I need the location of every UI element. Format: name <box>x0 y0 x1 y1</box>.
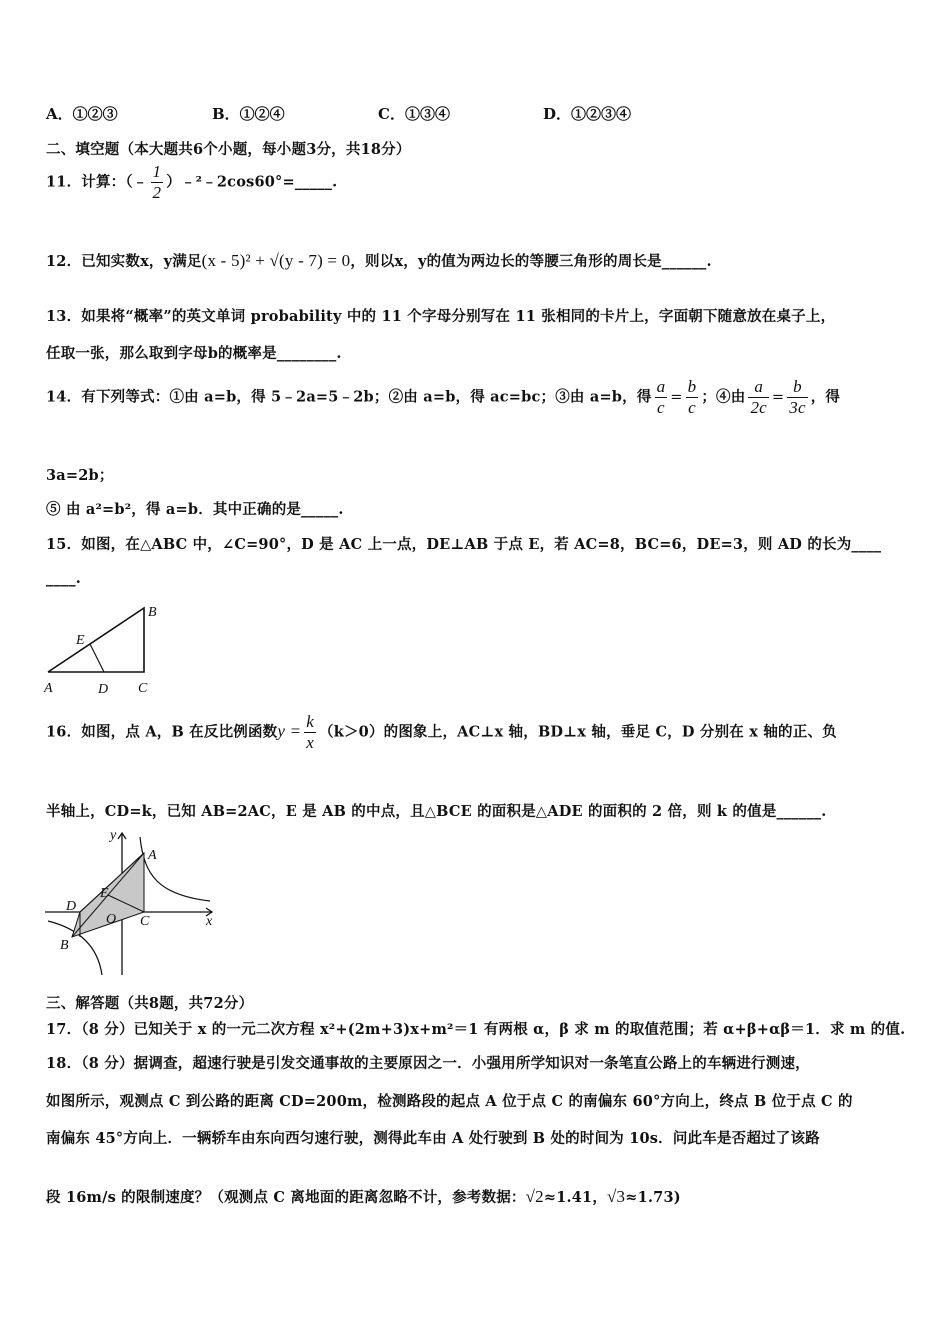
question-15-line2: ____. <box>46 570 82 587</box>
q11-frac-den: 2 <box>152 183 162 202</box>
q11-fraction <box>151 162 164 203</box>
q14-frac-1 <box>655 377 668 418</box>
question-16 <box>46 712 837 753</box>
question-18-line3: 南偏东 45°方向上．一辆轿车由东向西匀速行驶，测得此车由 A 处行驶到 B 处的时间为 10s．问此车是否超过了该路 <box>46 1130 820 1147</box>
question-12 <box>46 250 712 271</box>
q14-frac-2 <box>686 377 699 418</box>
q14-frac-2-den: c <box>688 398 696 417</box>
triangle-abc <box>48 608 144 672</box>
label-e: E <box>76 633 85 648</box>
label-d: D <box>66 899 77 914</box>
sqrt3: √3 <box>607 1187 626 1206</box>
q12-prefix: 12．已知实数x，y满足 <box>46 253 202 270</box>
sqrt2: √2 <box>525 1187 544 1206</box>
q15-triangle-figure <box>40 600 170 700</box>
question-18-line2: 如图所示，观测点 C 到公路的距离 CD=200m，检测路段的起点 A 位于点 C 的南偏东 60°方向上，终点 B 位于点 C 的 <box>46 1093 853 1110</box>
question-17: 17．（8 分）已知关于 x 的一元二次方程 x²+(2m+3)x+m²＝1 有两根 α，β 求 m 的取值范围；若 α+β+αβ＝1．求 m 的值. <box>46 1021 906 1038</box>
question-14-line2: 3a=2b； <box>46 467 114 484</box>
q16-func: y = <box>277 721 302 741</box>
question-18-line4 <box>46 1186 681 1207</box>
label-c: C <box>138 681 148 696</box>
question-14: 14．有下列等式：①由 a=b，得 5﹣2a=5﹣2b；②由 a=b，得 ac=bc；③由 a=b，得 $\frac{a}{c}$ = $\frac{b}{c}$ ；④由 $\frac{a}{2c}$ = $\frac{b}{3c}$ ，得 <box>46 377 841 417</box>
option-d: D．①②③④ <box>543 105 632 123</box>
question-11 <box>46 162 337 203</box>
option-c: C．①③④ <box>378 105 450 123</box>
q14-frac-2-num: b <box>687 377 697 396</box>
q18-line4-prefix: 段 16m/s 的限制速度？（观测点 C 离地面的距离忽略不计，参考数据： <box>46 1189 526 1206</box>
label-a: A <box>44 681 53 696</box>
question-13-line1: 13．如果将“概率”的英文单词 probability 中的 11 个字母分别写在 11 张相同的卡片上，字面朝下随意放在桌子上， <box>46 308 836 325</box>
q14-prefix: 14．有下列等式：①由 a=b，得 5﹣2a=5﹣2b；②由 a=b，得 ac=bc；③由 a=b，得 <box>46 388 652 406</box>
label-e: E <box>100 886 109 901</box>
label-a: A <box>148 848 157 863</box>
option-a: A．①②③ <box>46 105 118 123</box>
approx-2: ≈1.73) <box>625 1189 681 1206</box>
q16-prefix: 16．如图，点 A，B 在反比例函数 <box>46 723 278 741</box>
q11-prefix: 11．计算：（﹣ <box>46 173 148 191</box>
q16-frac-den: x <box>306 733 315 752</box>
q16-suffix: （k＞0）的图象上，AC⊥x 轴，BD⊥x 轴，垂足 C，D 分别在 x 轴的正、负 <box>319 723 837 741</box>
section3-heading: 三、解答题（共8题，共72分） <box>46 995 254 1012</box>
question-18-line1: 18．（8 分）据调查，超速行驶是引发交通事故的主要原因之一．小强用所学知识对一条笔直公路上的车辆进行测速， <box>46 1055 810 1072</box>
option-b: B．①②④ <box>212 105 285 123</box>
q14-frac-3-den: 2c <box>750 398 767 417</box>
q16-hyperbola-figure <box>40 825 220 980</box>
question-15-line1: 15．如图，在△ABC 中，∠C=90°，D 是 AC 上一点，DE⊥AB 于点 E，若 AC=8，BC=6，DE=3，则 AD 的长为____ <box>46 536 882 553</box>
q12-suffix: ，则以x，y的值为两边长的等腰三角形的周长是______. <box>350 253 712 270</box>
question-14-line3: ⑤ 由 a²=b²，得 a=b．其中正确的是_____. <box>46 501 344 518</box>
q14-frac-4 <box>787 377 807 418</box>
label-c: C <box>140 914 150 929</box>
hyperbola-branch-1 <box>140 837 210 901</box>
segment-de <box>90 644 104 672</box>
q16-frac-num: k <box>306 712 315 731</box>
label-x: x <box>206 914 213 929</box>
label-b: B <box>148 605 157 620</box>
label-y: y <box>110 828 117 843</box>
q14-frac-3-num: a <box>748 377 768 398</box>
label-b: B <box>60 938 69 953</box>
q12-equation: (x - 5)² + √(y - 7) = 0 <box>201 251 351 270</box>
q11-frac-num: 1 <box>152 162 162 181</box>
q14-frac-1-den: c <box>657 398 665 417</box>
approx-1: ≈1.41， <box>543 1189 608 1206</box>
q14-frac-1-num: a <box>656 377 666 396</box>
q14-frac-3 <box>748 377 768 418</box>
section2-heading: 二、填空题（本大题共6个小题，每小题3分，共18分） <box>46 141 411 158</box>
q11-suffix: ）﹣²﹣2cos60°=_____. <box>166 173 338 191</box>
question-16-line2: 半轴上，CD=k，已知 AB=2AC，E 是 AB 的中点，且△BCE 的面积是△ADE 的面积的 2 倍，则 k 的值是______. <box>46 803 827 820</box>
q14-frac-4-num: b <box>787 377 807 398</box>
label-o: O <box>106 912 117 927</box>
label-d: D <box>98 682 109 697</box>
q14-end: ，得 <box>810 388 841 406</box>
q14-frac-4-den: 3c <box>789 398 806 417</box>
question-13-line2: 任取一张，那么取到字母b的概率是________. <box>46 345 342 362</box>
q16-fraction <box>304 712 316 753</box>
q14-mid: ；④由 <box>701 388 746 406</box>
